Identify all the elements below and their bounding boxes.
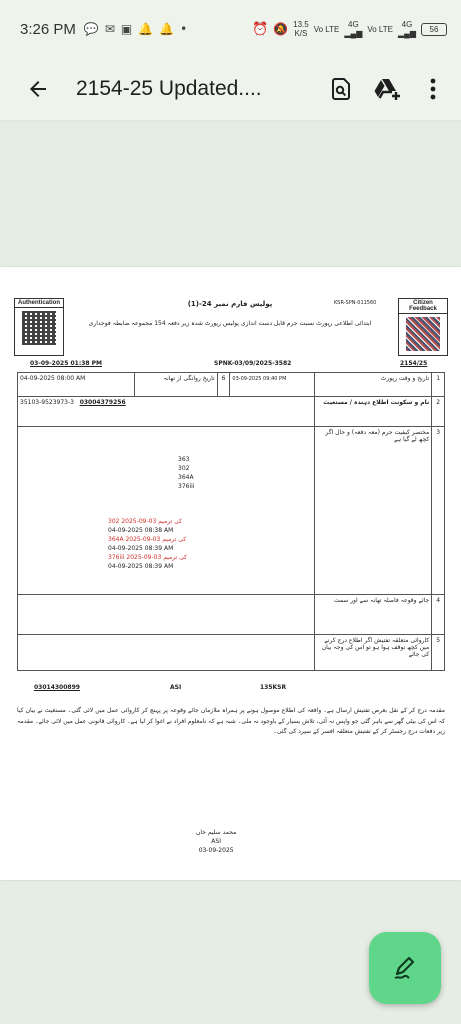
sim2-network: 4G ▂▄▆: [398, 20, 416, 38]
app-bar: [0, 58, 461, 120]
amendment-note: 302 کی ترمیم 03-09-2025: [108, 518, 182, 525]
section-item: 376iii: [178, 483, 195, 490]
message-icon: 💬: [83, 22, 99, 36]
qr-code-icon: [22, 311, 56, 345]
sms-icon: ✉: [104, 22, 115, 36]
arrow-left-icon: [26, 77, 50, 101]
amendment-timestamp: 04-09-2025 08:38 AM: [108, 527, 174, 534]
back-button[interactable]: [20, 71, 56, 107]
report-body: مقدمہ درج کر کے نقل بغرض تفتیش ارسال ہے۔ واقعہ کی اطلاع موصول ہونے پر ہمراہ ملازمان جائے وقوعہ پر پہنچ کر کاروائی عمل میں لائی گئی۔ مستغیث نے بیان کیا کہ اس کی بیٹی گھر سے باہر گئی جو واپس نہ آئی، تلاش بسیار کے باوجود نہ ملی۔ شبہ ہے کہ نامعلوم افراد نے اغوا کر لیا ہے۔ کاروائی قانونی عمل میں لائی جائے۔ مقدمہ زیر دفعات درج رجسٹر کر کے تفتیش متعلقہ افسر کے سپرد کی گئی۔: [17, 707, 445, 735]
officer-badge: 135KSR: [260, 684, 287, 691]
document-search-icon: [329, 77, 353, 101]
table-row: کاروائی متعلقہ تفتیش اگر اطلاع درج کرنے میں کچھ توقف ہوا ہو تو اس کی وجہ بیان کی جائے 5: [18, 635, 445, 671]
bell-icon: 🔔: [138, 22, 154, 36]
fir-number: 2154/25: [400, 360, 428, 367]
signal-icon: ▂▄▆: [344, 29, 363, 38]
signature-block: محمد سلیم خان ASI 03-09-2025: [196, 829, 237, 854]
authentication-qr: Authentication: [14, 298, 64, 356]
document-title: 2154-25 Updated....: [76, 77, 262, 100]
status-bar: [0, 0, 461, 58]
table-row: 04-09-2025 08:00 AM تاریخ روانگی از تھانہ 6 03-09-2025 09:40 PM تاریخ و وقت رپورٹ 1: [18, 373, 445, 397]
spnk-reference: SPNK-03/09/2025-3582: [214, 360, 292, 367]
add-to-drive-button[interactable]: [369, 71, 405, 107]
edit-fab-button[interactable]: [369, 932, 441, 1004]
fir-table: [17, 372, 445, 671]
amendment-note: 364A کی ترمیم 03-09-2025: [108, 536, 187, 543]
table-row: جائے وقوعہ فاصلہ تھانہ سے اور سمت 4: [18, 595, 445, 635]
add-to-drive-icon: [373, 77, 401, 101]
officer-phone: 03014300899: [34, 684, 80, 691]
citizen-feedback-qr: Citizen Feedback: [398, 298, 448, 356]
search-in-document-button[interactable]: [323, 71, 359, 107]
alarm-icon: ⏰: [252, 21, 269, 36]
dot-icon: •: [180, 22, 188, 36]
form-title: پولیس فارم نمبر 24-(1): [187, 300, 273, 308]
photo-icon: ▣: [120, 22, 133, 36]
mute-icon: 🔕: [273, 22, 289, 36]
sim1-network: 4G ▂▄▆: [344, 20, 363, 38]
officer-rank: ASI: [170, 684, 182, 691]
battery-icon: 56: [421, 23, 447, 36]
kss-reference: KSR-SPN-011560: [334, 300, 377, 306]
status-time: 3:26 PM: [20, 20, 76, 38]
table-row: 363 302 364A 376iii 302 کی ترمیم 03-09-2025 04-09-2025 08:38 AM 364A کی ترمیم 03-09-2025 04-09-2025 08:39 AM 376iii کی ترمیم 03-09-2025 04-09-2025 08:39 AM مختصر کیفیت جرم (معہ دفعہ) و حال اگر کچھ لے گیا ہے 3: [18, 427, 445, 595]
sim2-indicator: Vo LTE: [367, 24, 394, 34]
more-vert-icon: [430, 78, 436, 100]
table-row: 35103-9523973-3 03004379256 نام و سکونت اطلاع دہندہ / مستغیث 2: [18, 397, 445, 427]
more-options-button[interactable]: [415, 71, 451, 107]
qr-code-icon: [406, 317, 440, 351]
amendment-note: 376iii کی ترمیم 03-09-2025: [108, 554, 187, 561]
net-speed: 13.5 K/S: [293, 20, 309, 38]
edit-pen-icon: [391, 954, 419, 982]
form-subtitle: ابتدائی اطلاعی رپورٹ نسبت جرم قابل دست اندازی پولیس رپورٹ شدہ زیر دفعہ 154 مجموعہ ضابطہ فوجداری: [88, 320, 372, 327]
section-item: 364A: [178, 474, 194, 481]
section-item: 302: [178, 465, 190, 472]
signal-icon: ▂▄▆: [398, 29, 416, 38]
amendment-timestamp: 04-09-2025 08:39 AM: [108, 545, 174, 552]
sim1-indicator: Vo LTE: [313, 24, 340, 34]
fir-date-time: 03-09-2025 01:38 PM: [30, 360, 103, 367]
amendment-timestamp: 04-09-2025 08:39 AM: [108, 563, 174, 570]
section-item: 363: [178, 456, 190, 463]
notification-bell-icon: 🔔: [159, 22, 175, 36]
